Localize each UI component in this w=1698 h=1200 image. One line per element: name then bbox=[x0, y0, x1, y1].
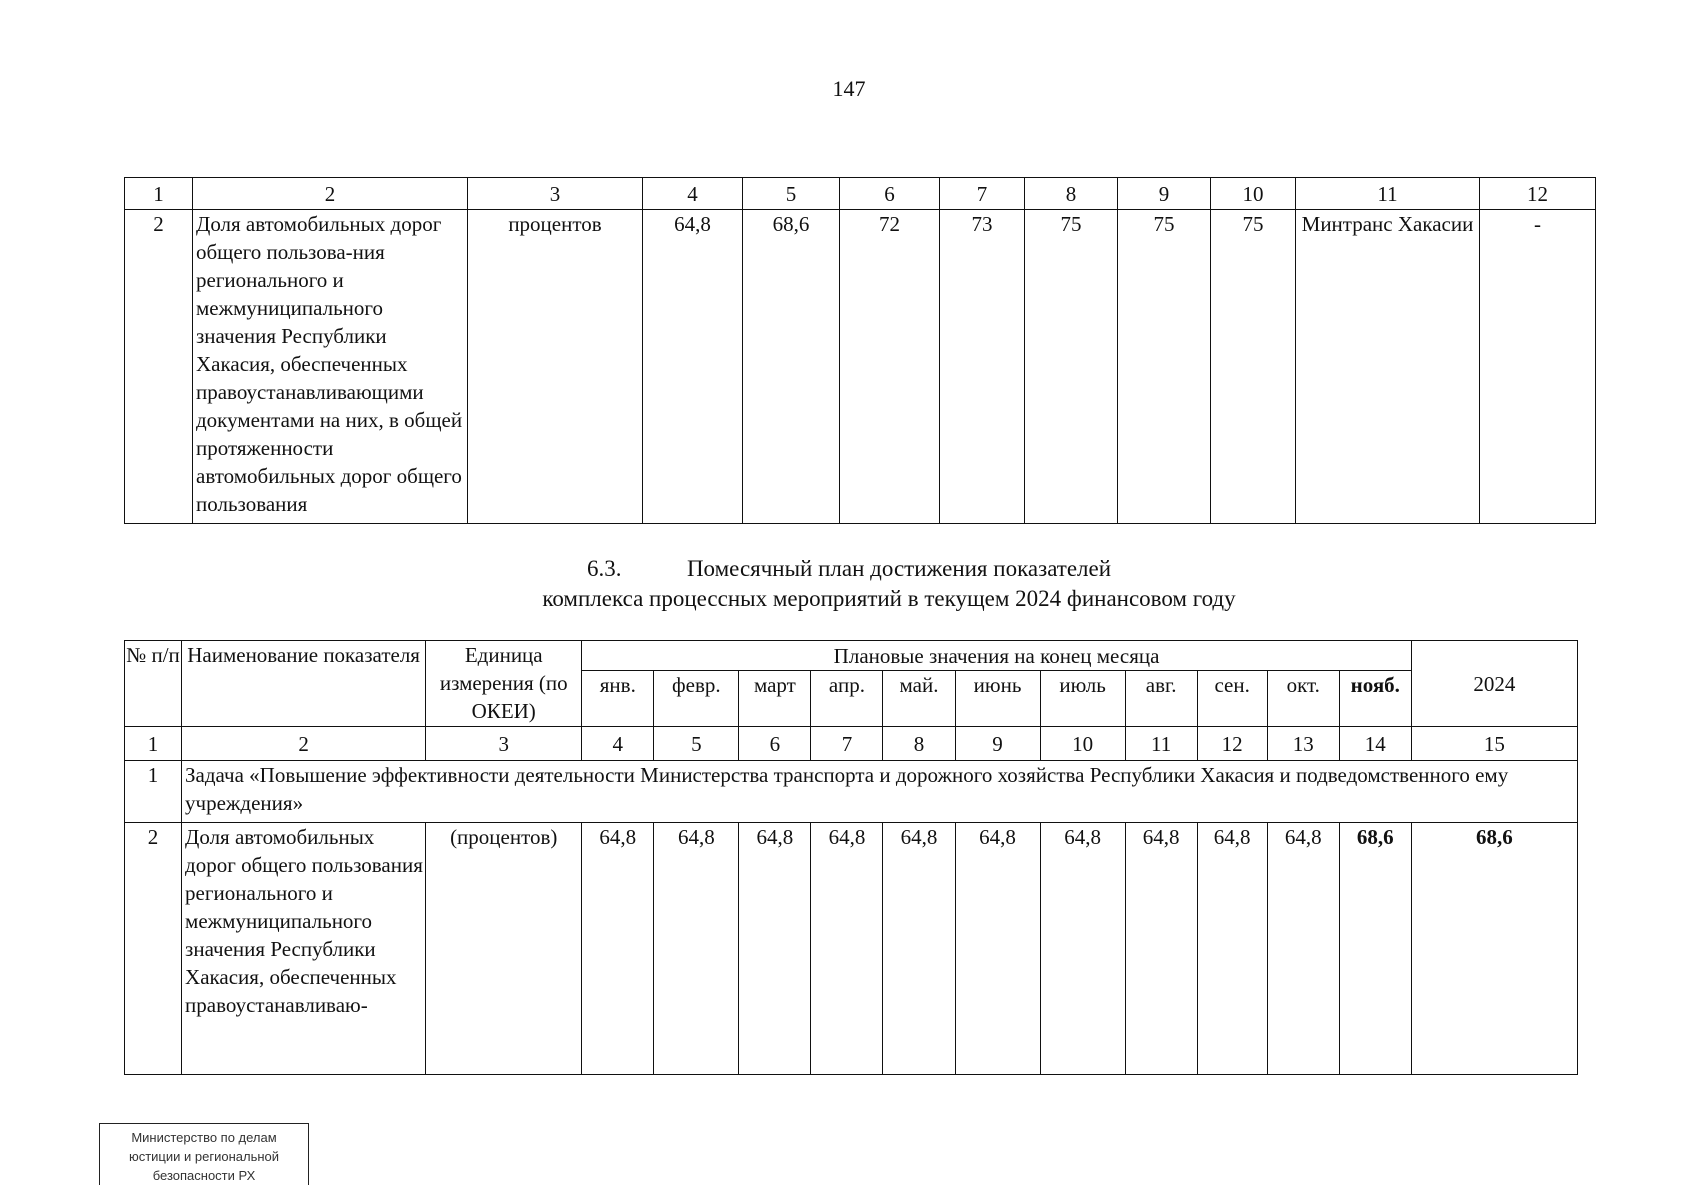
note-cell: - bbox=[1480, 210, 1596, 524]
stamp-line: безопасности РХ bbox=[152, 1168, 256, 1183]
col-index: 6 bbox=[739, 727, 811, 761]
month-header: март bbox=[739, 671, 811, 727]
col-index: 4 bbox=[582, 727, 654, 761]
col-index: 1 bbox=[125, 178, 193, 210]
table-row bbox=[125, 210, 1596, 524]
col-index: 5 bbox=[743, 178, 840, 210]
value-cell: 73 bbox=[940, 210, 1025, 524]
col-index: 7 bbox=[811, 727, 883, 761]
col-index: 2 bbox=[193, 178, 468, 210]
col-index: 9 bbox=[1118, 178, 1211, 210]
col-header-name: Наименование показателя bbox=[182, 641, 426, 727]
col-index: 6 bbox=[840, 178, 940, 210]
column-index-row bbox=[125, 178, 1596, 210]
section-number: 6.3. bbox=[586, 556, 622, 581]
month-header: нояб. bbox=[1339, 671, 1411, 727]
col-index: 8 bbox=[1025, 178, 1118, 210]
col-index: 11 bbox=[1125, 727, 1197, 761]
month-value: 64,8 bbox=[1197, 823, 1267, 1075]
col-index: 7 bbox=[940, 178, 1025, 210]
col-index: 13 bbox=[1267, 727, 1339, 761]
month-header: май. bbox=[883, 671, 955, 727]
col-index: 12 bbox=[1480, 178, 1596, 210]
col-index: 14 bbox=[1339, 727, 1411, 761]
month-value: 64,8 bbox=[654, 823, 739, 1075]
month-value: 64,8 bbox=[883, 823, 955, 1075]
page-number: 147 bbox=[832, 76, 866, 101]
col-index: 4 bbox=[643, 178, 743, 210]
month-value: 64,8 bbox=[1040, 823, 1125, 1075]
month-value: 64,8 bbox=[1267, 823, 1339, 1075]
value-cell: 72 bbox=[840, 210, 940, 524]
stamp-line: юстиции и региональной bbox=[128, 1149, 280, 1164]
table-row bbox=[125, 823, 1578, 1075]
col-header-plan: Плановые значения на конец месяца bbox=[582, 641, 1412, 671]
month-header: сен. bbox=[1197, 671, 1267, 727]
task-row bbox=[125, 761, 1578, 823]
month-header: авг. bbox=[1125, 671, 1197, 727]
year-value: 68,6 bbox=[1411, 823, 1577, 1075]
responsible-body: Минтранс Хакасии bbox=[1296, 210, 1480, 524]
month-header: июнь bbox=[955, 671, 1040, 727]
month-value: 64,8 bbox=[1125, 823, 1197, 1075]
col-index: 8 bbox=[883, 727, 955, 761]
row-number: 2 bbox=[125, 210, 193, 524]
section-title-line1: Помесячный план достижения показателей bbox=[686, 556, 1112, 581]
month-header: апр. bbox=[811, 671, 883, 727]
task-text: Задача «Повышение эффективности деятельности Министерства транспорта и дорожного хозяйства Республики Хакасия и подведомственного ему учреждения» bbox=[182, 761, 1578, 823]
indicator-name: Доля автомобильных дорог общего пользования регионального и межмуниципального значения Республики Хакасия, обеспеченных правоустанавливаю- bbox=[182, 823, 426, 1075]
month-value: 64,8 bbox=[582, 823, 654, 1075]
col-header-unit: Единица измерения (по ОКЕИ) bbox=[426, 641, 582, 727]
value-cell: 75 bbox=[1025, 210, 1118, 524]
indicator-name: Доля автомобильных дорог общего пользова-ния регионального и межмуниципального значения Республики Хакасия, обеспеченных правоустанавливающими документами на них, в общей протяженности автомобильных дорог общего пользования bbox=[193, 210, 468, 524]
month-header: янв. bbox=[582, 671, 654, 727]
row-number: 1 bbox=[125, 761, 182, 823]
row-number: 2 bbox=[125, 823, 182, 1075]
col-index: 3 bbox=[426, 727, 582, 761]
col-index: 5 bbox=[654, 727, 739, 761]
month-value: 64,8 bbox=[811, 823, 883, 1075]
month-header: окт. bbox=[1267, 671, 1339, 727]
value-cell: 75 bbox=[1211, 210, 1296, 524]
col-index: 11 bbox=[1296, 178, 1480, 210]
column-index-row bbox=[125, 727, 1578, 761]
col-index: 15 bbox=[1411, 727, 1577, 761]
col-index: 10 bbox=[1040, 727, 1125, 761]
col-index: 1 bbox=[125, 727, 182, 761]
month-value: 64,8 bbox=[955, 823, 1040, 1075]
col-index: 9 bbox=[955, 727, 1040, 761]
value-cell: 75 bbox=[1118, 210, 1211, 524]
col-index: 12 bbox=[1197, 727, 1267, 761]
col-header-num: № п/п bbox=[125, 641, 182, 727]
month-value: 68,6 bbox=[1339, 823, 1411, 1075]
value-cell: 68,6 bbox=[743, 210, 840, 524]
section-heading bbox=[0, 554, 1698, 584]
stamp-line: Министерство по делам bbox=[131, 1130, 277, 1145]
col-index: 2 bbox=[182, 727, 426, 761]
registration-stamp bbox=[99, 1123, 309, 1185]
indicators-table-continuation bbox=[124, 177, 1596, 524]
month-value: 64,8 bbox=[739, 823, 811, 1075]
col-header-year: 2024 bbox=[1411, 641, 1577, 727]
col-index: 10 bbox=[1211, 178, 1296, 210]
value-cell: 64,8 bbox=[643, 210, 743, 524]
monthly-plan-table bbox=[124, 640, 1578, 1075]
unit: (процентов) bbox=[426, 823, 582, 1075]
header-row-1 bbox=[125, 641, 1578, 671]
col-index: 3 bbox=[468, 178, 643, 210]
month-header: февр. bbox=[654, 671, 739, 727]
month-header: июль bbox=[1040, 671, 1125, 727]
unit: процентов bbox=[468, 210, 643, 524]
section-title-line2: комплекса процессных мероприятий в текущем 2024 финансовом году bbox=[542, 586, 1236, 611]
